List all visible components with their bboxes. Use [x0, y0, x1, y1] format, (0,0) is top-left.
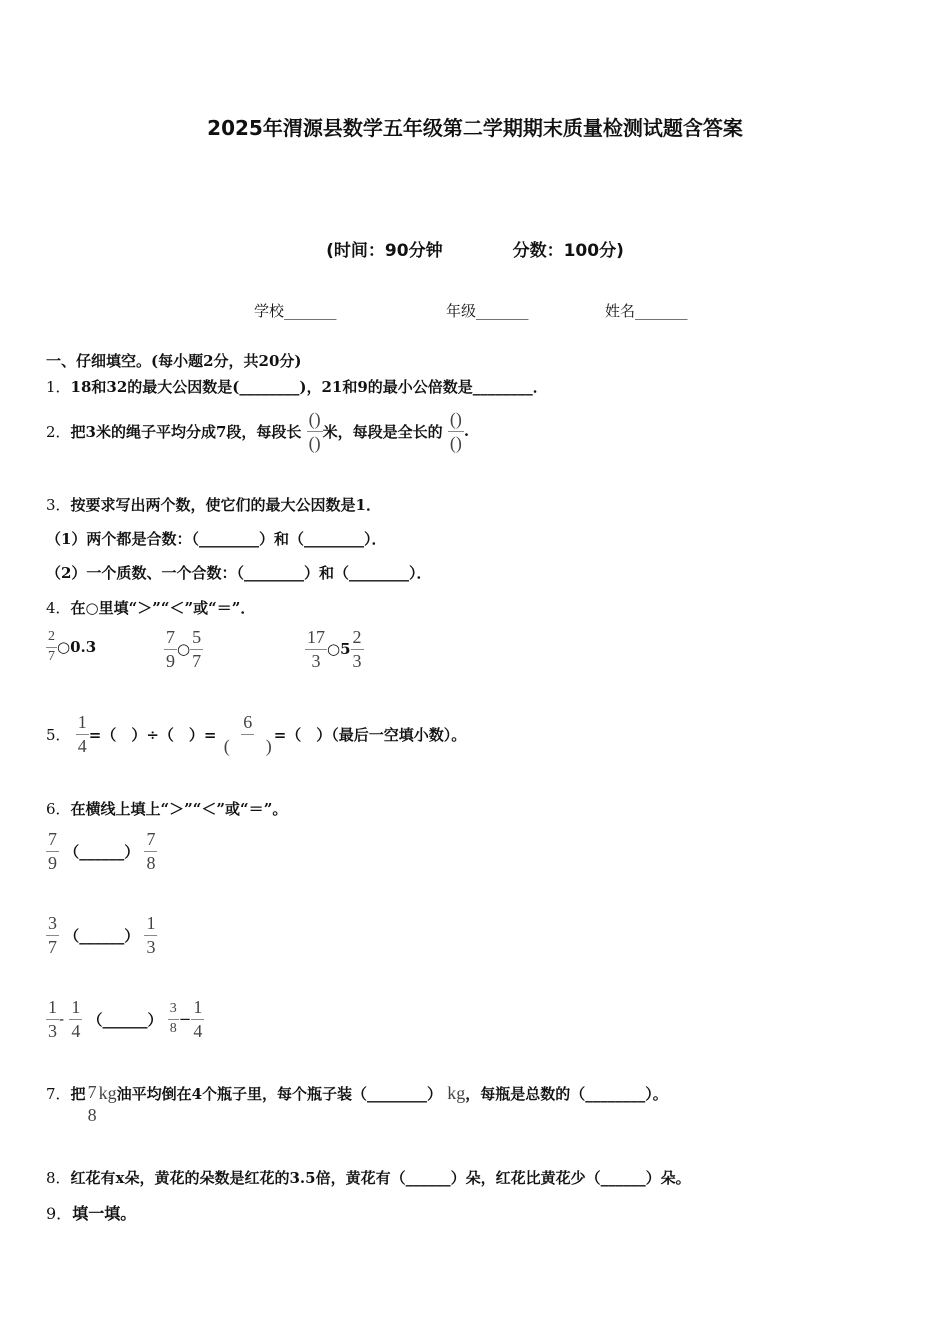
compare-row-1	[46, 830, 157, 873]
fraction: $\frac{7}{9}$	[166, 627, 175, 671]
time-limit: (时间：90分钟	[326, 241, 443, 261]
fraction: 7 8	[87, 1082, 97, 1125]
answer-blank: （______）	[64, 842, 140, 861]
fraction: $\frac{7}{8}$	[146, 829, 156, 873]
question-1	[46, 376, 548, 397]
question-number: 9．	[46, 1204, 73, 1223]
question-number: 8．	[46, 1169, 71, 1187]
fraction: $\frac{7}{9}$	[48, 829, 57, 873]
fraction: $\frac{1}{3}$	[146, 913, 156, 957]
question-text: 把3米的绳子平均分成7段，每段长	[70, 422, 302, 441]
question-9	[46, 1201, 136, 1224]
question-text: 红花有x朵，黄花的朵数是红花的3.5倍，黄花有（______）朵，红花比黄花少（______）朵。	[70, 1169, 691, 1187]
name-field: 姓名_______	[605, 302, 688, 320]
question-4	[46, 597, 255, 618]
unit-kg: kg	[98, 1083, 117, 1103]
question-text: 按要求写出两个数，使它们的最大公因数是1．	[70, 496, 381, 514]
compare-row-2	[46, 914, 157, 957]
question-text: 18和32的最大公因数是(________)，21和9的最小公倍数是________．	[70, 378, 548, 396]
question-3-part-2: （2）一个质数、一个合数：（________）和（________）．	[46, 564, 432, 582]
fraction: $\frac{1}{4}$	[77, 712, 87, 756]
fraction: $\frac{1}{4}$	[193, 997, 203, 1041]
school-field: 学校_______	[254, 302, 337, 320]
total-score: 分数：100分)	[512, 241, 624, 261]
question-3	[46, 494, 381, 515]
question-8	[46, 1167, 691, 1188]
compare-item-3: $\frac{17}{3}$ ○5 $\frac{2}{3}$	[307, 627, 362, 671]
fraction: $\frac{1}{3}$	[48, 997, 57, 1041]
compare-item-1: $\frac{2}{7}$ ○0.3	[48, 629, 97, 664]
fraction: $\frac{5}{7}$	[192, 627, 202, 671]
question-text: 在○里填“＞”“＜”或“＝”．	[70, 599, 256, 617]
question-6	[46, 798, 287, 819]
question-5: 5． $\frac{1}{4}$ =（ ）÷（ ）= $\frac{6}{( )}$ =（ ）（最后一空填小数）。	[46, 712, 467, 756]
fraction-blank: $\frac{()}{()}$	[449, 409, 462, 453]
question-number: 5．	[46, 725, 71, 744]
fraction: $\frac{3}{8}$	[169, 1001, 177, 1036]
question-text: 在横线上填上“＞”“＜”或“＝”。	[70, 800, 288, 818]
answer-blank: （______）	[64, 926, 140, 945]
answer-blank: （______）	[87, 1010, 163, 1029]
question-7: 7．把 7 8 kg油平均倒在4个瓶子里，每个瓶子装（________） kg，每瓶是总数的（________）。	[46, 1082, 668, 1125]
question-number: 2．	[46, 422, 71, 441]
unit-kg: kg	[447, 1083, 466, 1103]
grade-field: 年级_______	[446, 302, 529, 320]
fraction: $\frac{2}{7}$	[48, 629, 55, 664]
question-2: 2．把3米的绳子平均分成7段，每段长 $\frac{()}{()}$ 米，每段是全长的 $\frac{()}{()}$ .	[46, 409, 470, 453]
fraction-blank: $\frac{6}{( )}$	[223, 712, 272, 756]
fraction: $\frac{3}{7}$	[48, 913, 57, 957]
question-number: 4．	[46, 599, 71, 617]
section-heading: 一、仔细填空。(每小题2分，共20分)	[46, 352, 302, 370]
fraction-blank: $\frac{()}{()}$	[308, 409, 321, 453]
question-number: 1．	[46, 378, 71, 396]
question-text: 米，每段是全长的	[322, 422, 443, 441]
compare-row-3: $\frac{1}{3}$ - $\frac{1}{4}$ （______） $\frac{3}{8}$ − $\frac{1}{4}$	[48, 997, 203, 1041]
fraction: $\frac{1}{4}$	[71, 997, 81, 1041]
fraction: $\frac{17}{3}$	[307, 627, 325, 671]
question-number: 3．	[46, 496, 71, 514]
compare-item-2: $\frac{7}{9}$ ○ $\frac{5}{7}$	[166, 627, 202, 671]
question-number: 6．	[46, 800, 71, 818]
question-text: 填一填。	[72, 1204, 137, 1223]
question-3-part-1: （1）两个都是合数：（________）和（________）．	[46, 530, 387, 548]
exam-meta	[0, 236, 950, 261]
question-number: 7．	[46, 1085, 71, 1103]
fraction: $\frac{2}{3}$	[352, 627, 362, 671]
document-title: 2025年渭源县数学五年级第二学期期末质量检测试题含答案	[207, 116, 743, 140]
